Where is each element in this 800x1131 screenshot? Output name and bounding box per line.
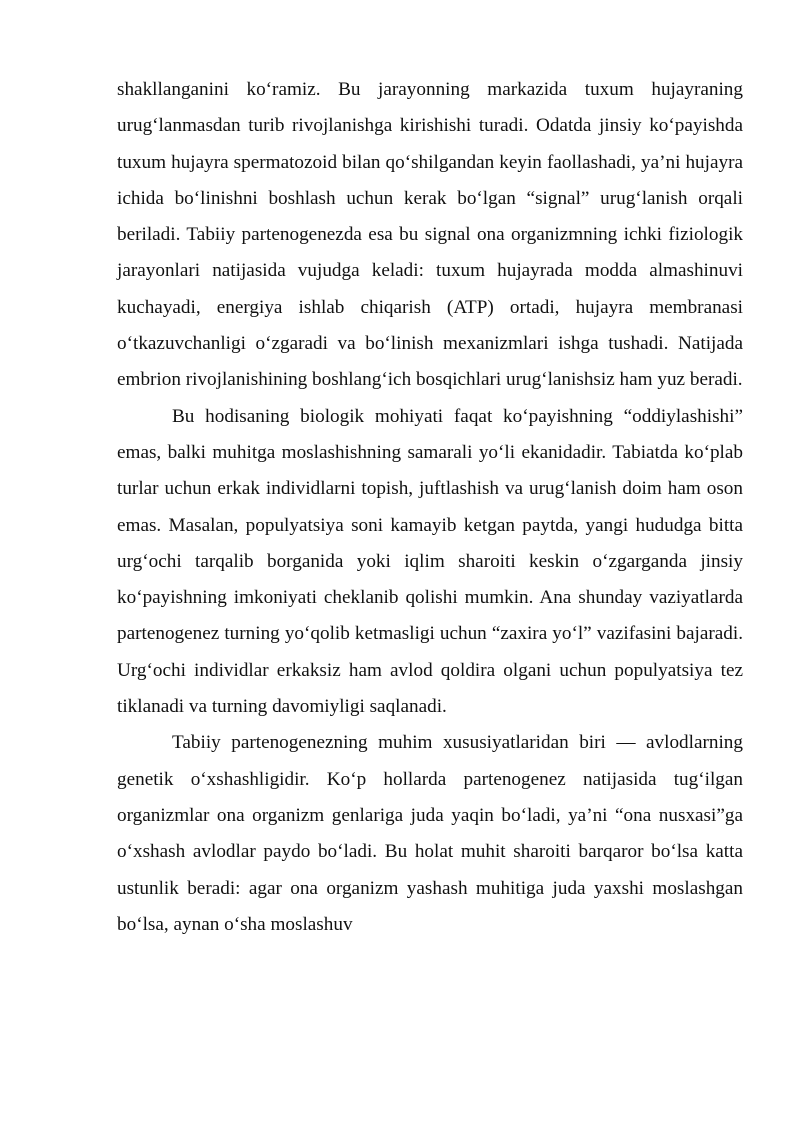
paragraph-3: Tabiiy partenogenezning muhim xususiyatlaridan biri — avlodlarning genetik o‘xshashligidir. Ko‘p hollarda partenogenez natijasida tug‘ilgan organizmlar ona organizm genlariga juda yaqin bo‘ladi, ya’ni “ona nusxasi”ga o‘xshash avlodlar paydo bo‘ladi. Bu holat muhit sharoiti barqaror bo‘lsa katta ustunlik beradi: agar ona organizm yashash muhitiga juda yaxshi moslashgan bo‘lsa, aynan o‘sha moslashuv	[117, 732, 743, 935]
paragraph-1: shakllanganini ko‘ramiz. Bu jarayonning markazida tuxum hujayraning urug‘lanmasdan turib rivojlanishga kirishishi turadi. Odatda jinsiy ko‘payishda tuxum hujayra spermatozoid bilan qo‘shilgandan keyin faollashadi, ya’ni hujayra ichida bo‘linishni boshlash uchun kerak bo‘lgan “signal” urug‘lanish orqali beriladi. Tabiiy partenogenezda esa bu signal ona organizmning ichki fiziologik jarayonlari natijasida vujudga keladi: tuxum hujayrada modda almashinuvi kuchayadi, energiya ishlab chiqarish (ATP) ortadi, hujayra membranasi o‘tkazuvchanligi o‘zgaradi va bo‘linish mexanizmlari ishga tushadi. Natijada embrion rivojlanishining boshlang‘ich bosqichlari urug‘lanishsiz ham yuz beradi.	[117, 79, 743, 391]
paragraph-2: Bu hodisaning biologik mohiyati faqat ko‘payishning “oddiylashishi” emas, balki muhitga moslashishning samarali yo‘li ekanidadir. Tabiatda ko‘plab turlar uchun erkak individlarni topish, juftlashish va urug‘lanish doim ham oson emas. Masalan, populyatsiya soni kamayib ketgan paytda, yangi hududga bitta urg‘ochi tarqalib borganida yoki iqlim sharoiti keskin o‘zgarganda jinsiy ko‘payishning imkoniyati cheklanib qolishi mumkin. Ana shunday vaziyatlarda partenogenez turning yo‘qolib ketmasligi uchun “zaxira yo‘l” vazifasini bajaradi. Urg‘ochi individlar erkaksiz ham avlod qoldira olgani uchun populyatsiya tez tiklanadi va turning davomiyligi saqlanadi.	[117, 405, 743, 718]
document-page	[117, 72, 743, 943]
